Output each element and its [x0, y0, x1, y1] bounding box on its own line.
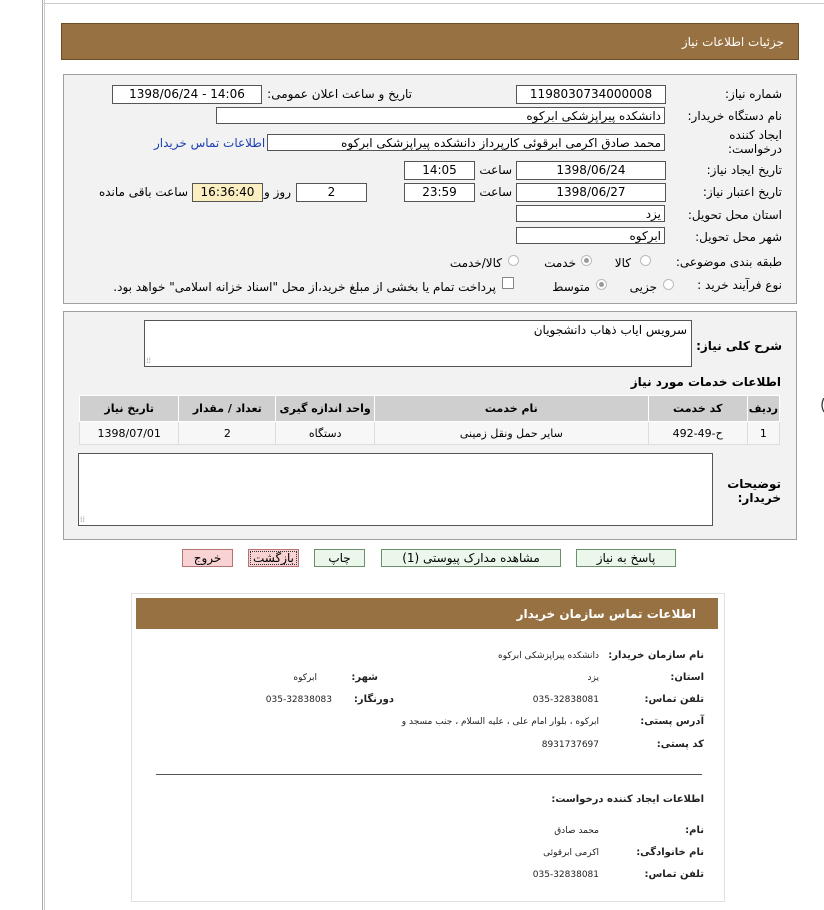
buyer-notes-label-1: توضیحات	[727, 477, 781, 491]
contact-card-header	[136, 598, 718, 629]
category-label: طبقه بندی موضوعی:	[675, 255, 782, 269]
remaining-time-field: 16:36:40	[192, 183, 263, 202]
org-value: دانشکده پیراپزشکی ابرکوه	[498, 651, 599, 661]
exit-button[interactable]: خروج	[182, 549, 233, 567]
family-label: نام خانوادگی:	[636, 847, 704, 858]
col-name: نام خدمت	[375, 396, 649, 422]
city-field[interactable]: ابرکوه	[516, 227, 665, 244]
col-row: ردیف	[747, 396, 779, 422]
col-code: کد خدمت	[648, 396, 747, 422]
col-date: تاریخ نیاز	[80, 396, 179, 422]
process-option-minor: جزیی	[629, 280, 657, 294]
phone-value: 035-32838081	[532, 695, 599, 705]
category-radio-goods[interactable]	[640, 255, 651, 266]
services-title: اطلاعات خدمات مورد نیاز	[630, 375, 781, 389]
category-option-goods-service: کالا/خدمت	[449, 256, 502, 270]
remaining-days-field[interactable]: 2	[296, 183, 367, 202]
city-label: شهر:	[351, 672, 378, 683]
category-option-goods: کالا	[614, 256, 631, 270]
create-date-label: تاریخ ایجاد نیاز:	[706, 163, 782, 177]
valid-time-label: ساعت	[479, 185, 512, 199]
requester-label-1: ایجاد کننده	[729, 128, 782, 142]
scroll-indicator-icon	[820, 398, 824, 412]
postal-value: 8931737697	[541, 740, 599, 750]
attachments-button[interactable]: مشاهده مدارک پیوستی (1)	[381, 549, 561, 567]
creator-phone-label: تلفن تماس:	[644, 869, 704, 880]
col-qty: تعداد / مقدار	[179, 396, 276, 422]
card-divider	[156, 774, 702, 775]
valid-date-label: تاریخ اعتبار نیاز:	[702, 185, 782, 199]
print-button[interactable]: چاپ	[314, 549, 365, 567]
phone-label: تلفن تماس:	[644, 694, 704, 705]
province-field[interactable]: یزد	[516, 205, 665, 222]
name-value: محمد صادق	[554, 826, 599, 836]
valid-date-field[interactable]: 1398/06/27	[516, 183, 666, 202]
requester-field[interactable]: محمد صادق اکرمی ابرقوئی کارپرداز دانشکده پیراپزشکی ابرکوه	[267, 134, 665, 151]
buyer-contact-card	[131, 593, 725, 902]
frame-left-line	[42, 0, 43, 910]
col-unit: واحد اندازه گیری	[276, 396, 375, 422]
name-label: نام:	[685, 825, 704, 836]
category-radio-service[interactable]	[581, 255, 592, 266]
contact-card-title: اطلاعات تماس سازمان خریدار	[516, 607, 696, 621]
cell-qty: 2	[179, 422, 276, 445]
frame-inner-line	[44, 0, 45, 910]
city-value: ابرکوه	[293, 673, 317, 683]
cell-row: 1	[747, 422, 779, 445]
cell-name: سایر حمل ونقل زمینی	[375, 422, 649, 445]
description-text: سرویس ایاب ذهاب دانشجویان	[533, 323, 687, 337]
back-button[interactable]: بازگشت	[248, 549, 299, 567]
category-radio-goods-service[interactable]	[508, 255, 519, 266]
creator-title: اطلاعات ایجاد کننده درخواست:	[551, 794, 704, 805]
create-time-field[interactable]: 14:05	[404, 161, 475, 180]
page-header	[61, 23, 799, 60]
org-label: نام سازمان خریدار:	[608, 650, 704, 661]
process-radio-medium[interactable]	[596, 279, 607, 290]
category-option-service: خدمت	[544, 256, 576, 270]
description-label: شرح کلی نیاز:	[696, 339, 782, 353]
postal-label: کد پستی:	[656, 739, 704, 750]
family-value: اکرمی ابرقوئی	[543, 848, 599, 858]
frame-top-line	[42, 3, 824, 4]
create-date-field[interactable]: 1398/06/24	[516, 161, 666, 180]
notes-resize-grip[interactable]: ⁞⁞	[80, 515, 86, 524]
buyer-notes-label-2: خریدار:	[737, 491, 781, 505]
reply-button[interactable]: پاسخ به نیاز	[576, 549, 676, 567]
process-label: نوع فرآیند خرید :	[697, 278, 782, 292]
buyer-notes-textarea[interactable]	[78, 453, 713, 526]
announce-datetime-label: تاریخ و ساعت اعلان عمومی:	[267, 87, 412, 101]
need-number-label: شماره نیاز:	[725, 87, 782, 101]
table-row[interactable]	[80, 422, 780, 445]
buyer-org-label: نام دستگاه خریدار:	[687, 109, 782, 123]
process-radio-minor[interactable]	[663, 279, 674, 290]
city-label: شهر محل تحویل:	[695, 230, 782, 244]
create-time-label: ساعت	[479, 163, 512, 177]
description-textarea[interactable]	[144, 320, 692, 367]
valid-time-field[interactable]: 23:59	[404, 183, 475, 202]
need-number-field[interactable]: 1198030734000008	[516, 85, 666, 104]
cell-date: 1398/07/01	[80, 422, 179, 445]
services-table	[79, 395, 780, 445]
announce-datetime-field[interactable]: 1398/06/24 - 14:06	[112, 85, 262, 104]
address-label: آدرس پستی:	[640, 716, 704, 727]
remaining-label: ساعت باقی مانده	[98, 185, 188, 199]
fax-value: 035-32838083	[265, 695, 332, 705]
cell-unit: دستگاه	[276, 422, 375, 445]
buyer-contact-link[interactable]: اطلاعات تماس خریدار	[154, 136, 266, 150]
province-value: یزد	[587, 673, 599, 683]
days-label: روز و	[264, 185, 291, 199]
address-value: ابرکوه ، بلوار امام علی ، علیه السلام ، جنب مسجد و	[401, 717, 599, 727]
treasury-payment-label: پرداخت تمام یا بخشی از مبلغ خرید،از محل "اسناد خزانه اسلامی" خواهد بود.	[113, 280, 496, 294]
cell-code: ح-49-492	[648, 422, 747, 445]
services-header-row	[80, 396, 780, 422]
province-label: استان محل تحویل:	[687, 208, 782, 222]
creator-phone-value: 035-32838081	[532, 870, 599, 880]
treasury-payment-checkbox[interactable]	[502, 277, 514, 289]
description-resize-grip[interactable]: ⁞⁞	[146, 356, 152, 365]
fax-label: دورنگار:	[353, 694, 394, 705]
process-option-medium: متوسط	[552, 280, 590, 294]
requester-label-2: درخواست:	[728, 142, 782, 156]
buyer-org-field[interactable]: دانشکده پیراپزشکی ابرکوه	[216, 107, 665, 124]
province-label: استان:	[670, 672, 704, 683]
page-title: جزئیات اطلاعات نیاز	[681, 35, 784, 49]
